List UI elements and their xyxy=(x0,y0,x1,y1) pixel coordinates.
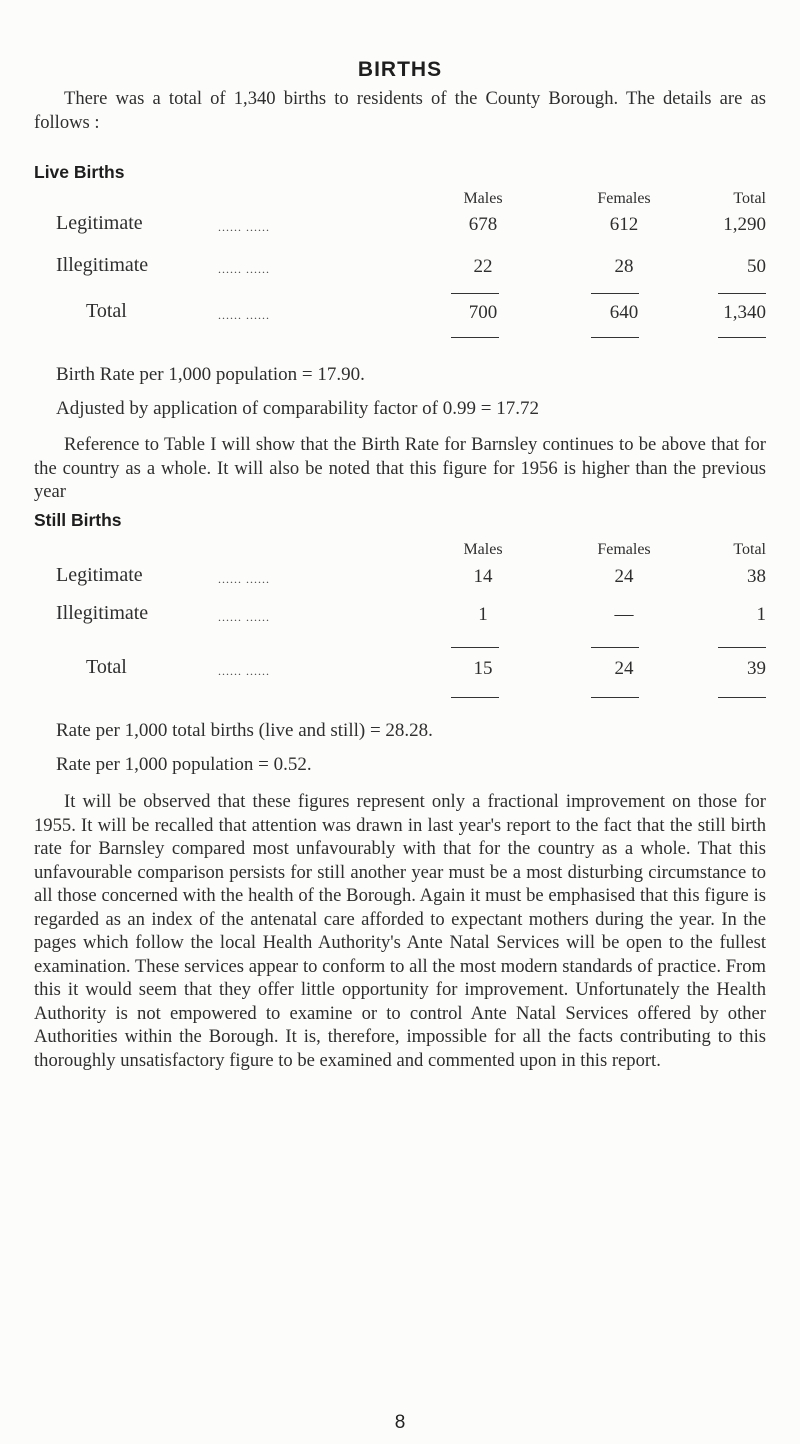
still-births-heading: Still Births xyxy=(34,510,122,530)
still-total-males: 15 xyxy=(473,658,493,679)
live-total-females: 640 xyxy=(609,302,639,323)
still-cell-total: 38 xyxy=(747,566,766,587)
still-total-total: 39 xyxy=(747,658,766,679)
live-cell-females: 612 xyxy=(609,214,639,235)
still-cell-females: 24 xyxy=(614,566,634,587)
live-col-females: Females xyxy=(597,190,651,207)
intro-paragraph: There was a total of 1,340 births to residents of the County Borough. The details are as follows : xyxy=(34,88,766,133)
closing-paragraph: It will be observed that these figures represent only a fractional improvement on those for 1955. It will be recalled that attention was drawn in last year's report to the fact that the still birth rate for Barnsley compared most unfavourably with that for the country as a whole. That this unfavourable comparison persists for still another year must be a most disturbing circumstance to all those concerned with the health of the Borough. Again it must be emphasised that this figure is regarded as an index of the antenatal care afforded to expectant mothers during the year. In the pages which follow the local Health Authority's Ante Natal Services will be open to the fullest examination. These services appear to conform to all the most modern standards of practice. From this it would seem that they offer little opportunity for improvement. Unfortunately the Health Authority is not empowered to examine or to control Ante Natal Services offered by other Authorities within the Borough. It is, therefore, impossible for all the facts contributing to this thoroughly unsatisfactory figure to be examined and commented upon in this report. xyxy=(34,791,766,1071)
total-rule xyxy=(591,337,639,338)
live-row-label: Legitimate xyxy=(56,212,143,234)
still-cell-males: 1 xyxy=(478,604,488,625)
total-rule xyxy=(591,697,639,698)
live-total-males: 700 xyxy=(468,302,498,323)
still-cell-males: 14 xyxy=(473,566,493,587)
adjusted-rate-line: Adjusted by application of comparability factor of 0.99 = 17.72 xyxy=(56,398,539,419)
live-cell-males: 678 xyxy=(468,214,498,235)
live-cell-males: 22 xyxy=(473,256,493,277)
total-rule xyxy=(718,697,766,698)
sum-rule xyxy=(591,647,639,648)
still-col-females: Females xyxy=(597,541,651,558)
live-col-total: Total xyxy=(733,190,766,207)
still-rate-total-line: Rate per 1,000 total births (live and still) = 28.28. xyxy=(56,720,433,741)
reference-paragraph: Reference to Table I will show that the Birth Rate for Barnsley continues to be above that for the country as a whole. It will also be noted that this figure for 1956 is higher than the previous year xyxy=(34,434,766,502)
sum-rule xyxy=(451,293,499,294)
leader-dots: ...... ...... xyxy=(218,572,270,586)
still-total-females: 24 xyxy=(614,658,634,679)
sum-rule xyxy=(451,647,499,648)
live-cell-total: 50 xyxy=(747,256,766,277)
total-rule xyxy=(718,337,766,338)
live-cell-total: 1,290 xyxy=(723,214,766,235)
still-rate-pop-line: Rate per 1,000 population = 0.52. xyxy=(56,754,312,775)
still-cell-total: 1 xyxy=(756,604,766,625)
still-col-total: Total xyxy=(733,541,766,558)
still-total-label: Total xyxy=(86,656,127,678)
page-number: 8 xyxy=(394,1412,406,1433)
birth-rate-line: Birth Rate per 1,000 population = 17.90. xyxy=(56,364,365,385)
leader-dots: ...... ...... xyxy=(218,308,270,322)
page-title: BIRTHS xyxy=(357,58,443,81)
total-rule xyxy=(451,697,499,698)
live-total-label: Total xyxy=(86,300,127,322)
live-births-heading: Live Births xyxy=(34,162,125,182)
live-col-males: Males xyxy=(463,190,503,207)
leader-dots: ...... ...... xyxy=(218,262,270,276)
leader-dots: ...... ...... xyxy=(218,220,270,234)
live-row-label: Illegitimate xyxy=(56,254,149,276)
still-col-males: Males xyxy=(463,541,503,558)
sum-rule xyxy=(718,293,766,294)
still-row-label: Legitimate xyxy=(56,564,143,586)
live-total-total: 1,340 xyxy=(723,302,766,323)
still-row-label: Illegitimate xyxy=(56,602,149,624)
sum-rule xyxy=(718,647,766,648)
total-rule xyxy=(451,337,499,338)
sum-rule xyxy=(591,293,639,294)
leader-dots: ...... ...... xyxy=(218,664,270,678)
still-cell-females: — xyxy=(614,604,634,625)
leader-dots: ...... ...... xyxy=(218,610,270,624)
live-cell-females: 28 xyxy=(614,256,634,277)
